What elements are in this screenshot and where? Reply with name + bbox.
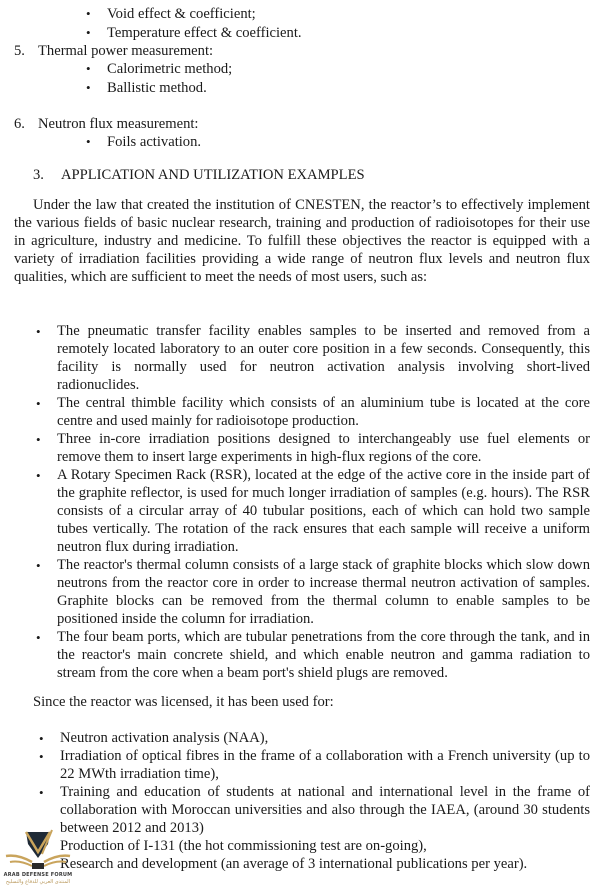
bullet-icon: • — [86, 6, 91, 21]
watermark-logo — [2, 828, 74, 892]
bullet-icon: • — [36, 468, 41, 483]
list-item: Temperature effect & coefficient. — [107, 25, 302, 41]
section-label: Thermal power measurement: — [38, 43, 214, 59]
bullet-icon: • — [86, 25, 91, 40]
watermark-text-ar: المنتدى العربي للدفاع والتسليح — [5, 879, 71, 885]
facility-item: The four beam ports, which are tubular penetrations from the core through the tank, and in the reactor's main concrete shield, and which enable neutron and gamma radiation to stream from the core when a beam port's shield plugs are removed. — [57, 629, 590, 681]
list-number: 6. — [14, 116, 25, 132]
usage-item: Production of I-131 (the hot commissioning test are on-going), — [60, 838, 427, 854]
facility-item: Three in-core irradiation positions designed to interchangeably use fuel elements or remove them to insert large experiments in high-flux regions of the core. — [57, 431, 590, 465]
bullet-icon: • — [36, 432, 41, 447]
facility-item: The central thimble facility which consists of an aluminium tube is located at the core centre and used mainly for radioisotope production. — [57, 395, 590, 429]
intro-paragraph: Under the law that created the institution of CNESTEN, the reactor’s to effectively implement the various fields of basic nuclear research, training and production of radioisotopes for their use in agriculture, industry and medicine. To fulfill these objectives the reactor is equipped with a variety of irradiation facilities providing a wide range of neutron flux levels and neutron flux qualities, which are sufficient to meet the needs of most users, such as: — [14, 197, 590, 285]
bullet-icon: • — [36, 630, 41, 645]
section-label: Neutron flux measurement: — [38, 116, 199, 132]
usage-item: Research and development (an average of 3 international publications per year). — [60, 856, 528, 872]
bullet-icon: • — [86, 80, 91, 95]
bullet-icon: • — [86, 61, 91, 76]
list-item: Ballistic method. — [107, 80, 207, 96]
bullet-icon: • — [86, 134, 91, 149]
shield-wings-icon — [2, 828, 74, 872]
bullet-icon: • — [36, 396, 41, 411]
bullet-icon: • — [36, 324, 41, 339]
list-number: 5. — [14, 43, 25, 59]
usage-item: Neutron activation analysis (NAA), — [60, 730, 269, 746]
bullet-icon: • — [39, 731, 44, 746]
heading-number: 3. — [33, 167, 44, 183]
bullet-icon: • — [39, 785, 44, 800]
bullet-icon: • — [39, 749, 44, 764]
list-item: Foils activation. — [107, 134, 202, 150]
usage-item: Training and education of students at national and international level in the frame of collaboration with Moroccan universities and also through the IAEA, (around 30 students between 2012 and 2013) — [60, 784, 590, 836]
facility-item: The reactor's thermal column consists of a large stack of graphite blocks which slow down neutrons from the reactor core in order to increase thermal neutron activation of samples. Graphite blocks can be removed from the thermal column to enable samples to be positioned inside the column for irradiation. — [57, 557, 590, 627]
usage-intro: Since the reactor was licensed, it has been used for: — [33, 694, 334, 710]
usage-item: Irradiation of optical fibres in the frame of a collaboration with a French university (up to 22 MWth irradiation time), — [60, 748, 590, 782]
facility-item: The pneumatic transfer facility enables samples to be inserted and removed from a remotely located laboratory to an outer core position in a few seconds. Consequently, this facility is normally used for neutron activation analysis involving short-lived radionuclides. — [57, 323, 590, 393]
list-item: Void effect & coefficient; — [107, 6, 256, 22]
watermark-text-en: ARAB DEFENSE FORUM — [3, 872, 73, 878]
section-heading: APPLICATION AND UTILIZATION EXAMPLES — [61, 167, 365, 183]
list-item: Calorimetric method; — [107, 61, 233, 77]
bullet-icon: • — [36, 558, 41, 573]
facility-item: A Rotary Specimen Rack (RSR), located at the edge of the active core in the inside part of the graphite reflector, is used for much longer irradiation of samples (e.g. hours). The RSR consists of a circular array of 40 tubular positions, each of which can hold two sample tubes vertically. The rotation of the rack ensures that each sample will receive a uniform neutron flux during irradiation. — [57, 467, 590, 555]
